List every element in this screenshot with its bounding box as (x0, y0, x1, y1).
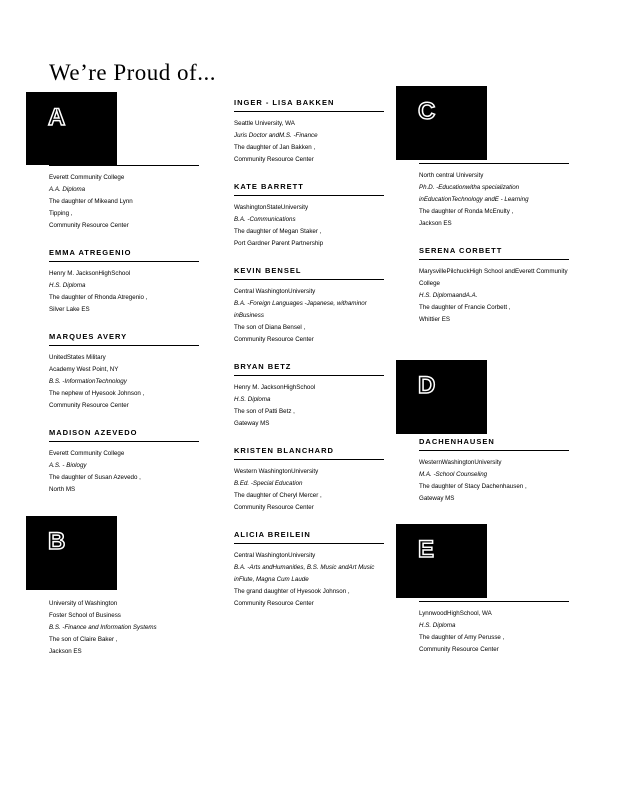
detail-line: WesternWashingtonUniversity (419, 459, 502, 466)
honoree-name: KATE BARRETT (234, 182, 384, 196)
detail-line: Community Resource Center (49, 402, 129, 409)
letter-block-d (396, 360, 487, 434)
detail-line: The son of Claire Baker , (49, 636, 118, 643)
honoree-entry (419, 150, 569, 230)
detail-line: Port Gardner Parent Partnership (234, 240, 324, 247)
letter-d: D (418, 372, 436, 399)
honoree-entry (234, 446, 384, 514)
detail-line: Community Resource Center (234, 600, 314, 607)
detail-line: North MS (49, 486, 76, 493)
detail-line: The daughter of Francie Corbett , (419, 304, 511, 311)
honoree-entry (419, 437, 569, 505)
degree-line: Ph.D. -Educationwitha specialization inEducationTechnology andE - Learning (419, 184, 529, 203)
honoree-name: KEVIN BENSEL (234, 266, 384, 280)
detail-line: The daughter of Rhonda Atregenio , (49, 294, 148, 301)
detail-line: Seattle University, WA (234, 120, 295, 127)
column-1b (49, 598, 199, 674)
column-2 (234, 98, 384, 626)
detail-line: The son of Patti Betz , (234, 408, 295, 415)
honoree-name: ALICIA BREILEIN (234, 530, 384, 544)
detail-line: Jackson ES (419, 220, 452, 227)
detail-line: Henry M. JacksonHighSchool (49, 270, 131, 277)
detail-line: Everett Community College (49, 174, 125, 181)
degree-line: B.A. -Arts andHumanities, B.S. Music andArt Music inFlute, Magna Cum Laude (234, 564, 375, 583)
detail-line: LynnwoodHighSchool, WA (419, 610, 492, 617)
honoree-entry (234, 362, 384, 430)
honoree-entry (49, 428, 199, 496)
detail-line: Everett Community College (49, 450, 125, 457)
detail-line: Tipping , (49, 210, 73, 217)
detail-line: The daughter of Megan Staker , (234, 228, 322, 235)
detail-line: Gateway MS (234, 420, 270, 427)
detail-line: The daughter of Amy Perusse , (419, 634, 505, 641)
detail-line: The daughter of Mikeand Lynn (49, 198, 133, 205)
honoree-name: EMMA ATREGENIO (49, 248, 199, 262)
honoree-entry (49, 332, 199, 412)
honoree-name: MARQUES AVERY (49, 332, 199, 346)
detail-line: Henry M. JacksonHighSchool (234, 384, 316, 391)
honoree-entry (234, 266, 384, 346)
honoree-name: BRYAN BETZ (234, 362, 384, 376)
degree-line: B.S. -InformationTechnology (49, 378, 127, 385)
letter-block-b (26, 516, 117, 590)
honoree-name: DACHENHAUSEN (419, 437, 569, 451)
detail-line: Central WashingtonUniversity (234, 552, 316, 559)
detail-line: Academy West Point, NY (49, 366, 119, 373)
detail-line: The daughter of Cheryl Mercer , (234, 492, 322, 499)
letter-block-c (396, 86, 487, 160)
letter-e: E (418, 536, 435, 563)
column-3 (419, 150, 569, 342)
degree-line: H.S. Diploma (234, 396, 271, 403)
honoree-entry (49, 598, 199, 658)
honoree-entry (234, 98, 384, 166)
degree-line: Juris Doctor andM.S. -Finance (234, 132, 318, 139)
detail-line: Community Resource Center (234, 336, 314, 343)
page-title: We’re Proud of... (49, 60, 216, 85)
column-3b (419, 437, 569, 521)
detail-line: Jackson ES (49, 648, 82, 655)
letter-b: B (48, 528, 66, 555)
degree-line: H.S. Diploma (419, 622, 456, 629)
honoree-name: KRISTEN BLANCHARD (234, 446, 384, 460)
letter-block-a (26, 92, 117, 165)
detail-line: Western WashingtonUniversity (234, 468, 319, 475)
degree-line: A.S. - Biology (49, 462, 87, 469)
detail-line: MarysvillePilchuckHigh School andEverett Community College (419, 268, 568, 287)
detail-line: Community Resource Center (49, 222, 129, 229)
honoree-name: INGER - LISA BAKKEN (234, 98, 384, 112)
honoree-entry (419, 246, 569, 326)
detail-line: The daughter of Jan Bakken , (234, 144, 316, 151)
letter-a: A (48, 104, 66, 131)
honoree-entry (234, 530, 384, 610)
detail-line: The grand daughter of Hyesook Johnson , (234, 588, 350, 595)
detail-line: University of Washington (49, 600, 118, 607)
letter-block-e (396, 524, 487, 598)
detail-line: WashingtonStateUniversity (234, 204, 309, 211)
honoree-entry (234, 182, 384, 250)
honoree-entry (419, 588, 569, 656)
column-3c (419, 588, 569, 672)
detail-line: Whittier ES (419, 316, 450, 323)
detail-line: The son of Diana Bensel , (234, 324, 306, 331)
honoree-name: SERENA CORBETT (419, 246, 569, 260)
degree-line: H.S. DiplomaandA.A. (419, 292, 478, 299)
letter-c: C (418, 98, 436, 125)
degree-line: B.S. -Finance and Information Systems (49, 624, 157, 631)
detail-line: UnitedStates Military (49, 354, 106, 361)
detail-line: The nephew of Hyesook Johnson , (49, 390, 145, 397)
detail-line: Gateway MS (419, 495, 455, 502)
degree-line: A.A. Diploma (49, 186, 86, 193)
detail-line: Community Resource Center (234, 504, 314, 511)
detail-line: Community Resource Center (419, 646, 499, 653)
degree-line: M.A. -School Counseling (419, 471, 488, 478)
honoree-name: MADISON AZEVEDO (49, 428, 199, 442)
honoree-entry (49, 248, 199, 316)
degree-line: B.Ed. -Special Education (234, 480, 303, 487)
detail-line: Community Resource Center (234, 156, 314, 163)
detail-line: Foster School of Business (49, 612, 121, 619)
degree-line: B.A. -Communications (234, 216, 296, 223)
detail-line: The daughter of Ronda McEnulty , (419, 208, 514, 215)
detail-line: North central University (419, 172, 484, 179)
degree-line: H.S. Diploma (49, 282, 86, 289)
detail-line: The daughter of Susan Azevedo , (49, 474, 141, 481)
detail-line: Silver Lake ES (49, 306, 90, 313)
column-1 (49, 152, 199, 512)
detail-line: The daughter of Stacy Dachenhausen , (419, 483, 527, 490)
degree-line: B.A. -Foreign Languages -Japanese, withaminor inBusiness (234, 300, 367, 319)
detail-line: Central WashingtonUniversity (234, 288, 316, 295)
